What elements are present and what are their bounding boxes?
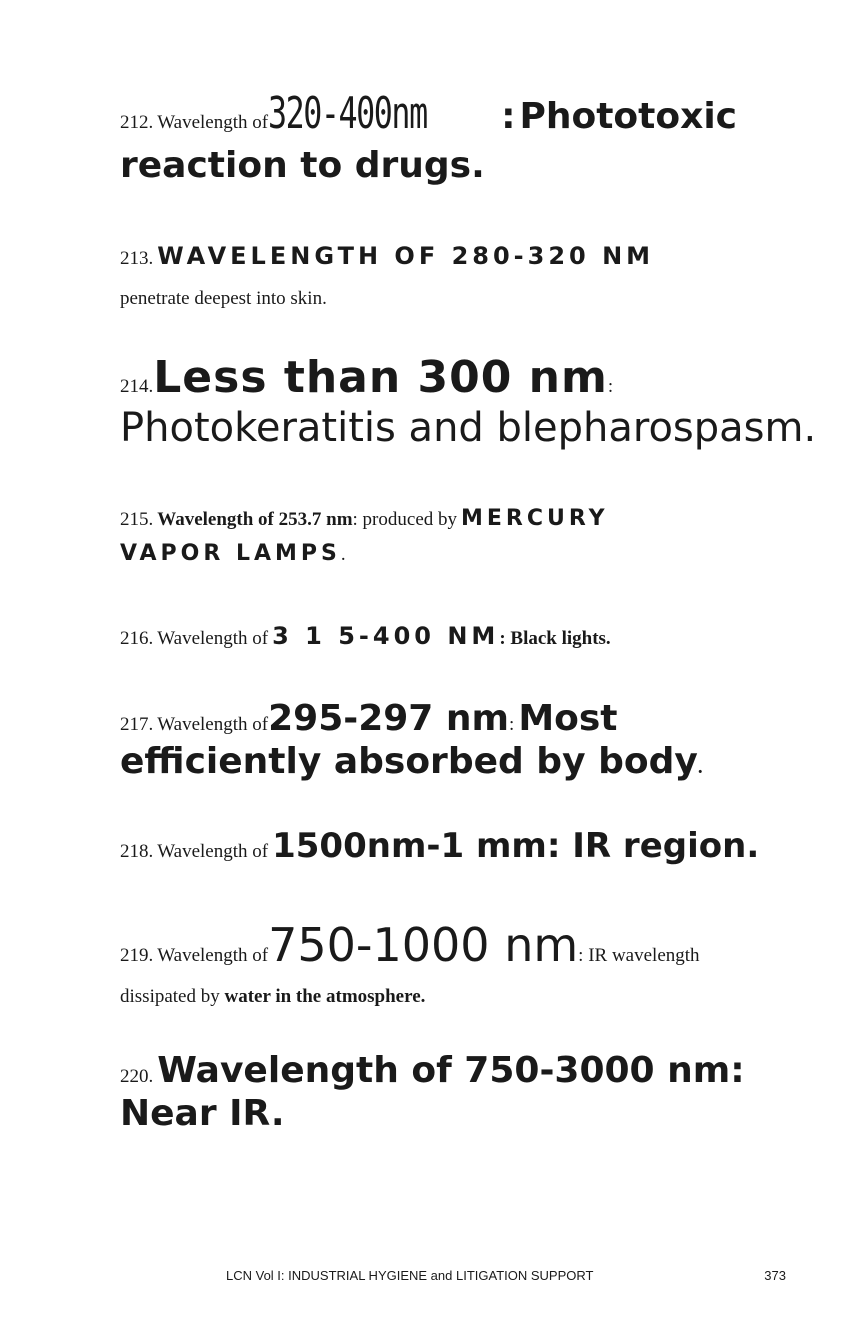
page-number: 373 <box>764 1268 786 1283</box>
wavelength-heading: Less than 300 nm <box>153 352 608 403</box>
page-footer <box>226 1268 786 1283</box>
wavelength-range: 3 1 5-400 NM <box>272 622 500 650</box>
description-bold: water in the atmosphere. <box>224 986 426 1007</box>
entry-number: 214. <box>120 376 154 397</box>
entry-214 <box>120 352 817 451</box>
entry-217 <box>120 698 800 782</box>
end-punct: . <box>697 757 703 778</box>
entry-prefix: Wavelength of <box>157 112 269 133</box>
entry-prefix: Wavelength of <box>157 714 269 735</box>
end-punct: . <box>340 544 346 565</box>
wavelength-range: 320-400nm <box>268 88 427 139</box>
description-line: Near IR. <box>120 1093 285 1134</box>
entry-mid: : produced by <box>352 509 458 530</box>
description: : Black lights. <box>499 628 611 649</box>
entry-212 <box>120 88 800 186</box>
entry-number: 217. <box>120 714 154 735</box>
wavelength-range: 295-297 nm <box>268 698 510 739</box>
wavelength-range: 750-1000 nm <box>268 918 579 972</box>
source-caps: MERCURY <box>461 506 609 531</box>
entry-number: 212. <box>120 112 154 133</box>
description-line: penetrate deepest into skin. <box>120 288 327 309</box>
entry-number: 218. <box>120 841 154 862</box>
description-line: efficiently absorbed by body <box>120 741 698 782</box>
entry-219 <box>120 918 800 1008</box>
entry-number: 220. <box>120 1066 154 1087</box>
entry-216 <box>120 622 800 650</box>
entry-215 <box>120 506 800 566</box>
entry-number: 213. <box>120 248 154 269</box>
description-line: dissipated by <box>120 986 220 1007</box>
entry-prefix: Wavelength of <box>157 841 269 862</box>
entry-number: 215. <box>120 509 154 530</box>
entry-number: 216. <box>120 628 154 649</box>
wavelength-range: 1500nm-1 mm: IR region. <box>272 826 760 866</box>
description-bold: Most <box>518 698 618 739</box>
wavelength-heading: WAVELENGTH OF 280-320 NM <box>157 242 655 270</box>
wavelength-heading: Wavelength of 750-3000 nm: <box>157 1050 745 1091</box>
description: : IR wavelength <box>578 945 700 966</box>
description-line: reaction to drugs. <box>120 145 485 186</box>
entry-218 <box>120 826 800 866</box>
description-line: Photokeratitis and blepharospasm. <box>120 405 817 451</box>
description-bold: Phototoxic <box>519 96 737 137</box>
entry-213 <box>120 242 800 310</box>
entry-220 <box>120 1050 800 1134</box>
entry-prefix: Wavelength of 253.7 nm <box>157 509 353 530</box>
footer-title: LCN Vol I: INDUSTRIAL HYGIENE and LITIGATION SUPPORT <box>226 1268 594 1283</box>
separator: : <box>607 376 614 397</box>
entry-prefix: Wavelength of <box>157 945 269 966</box>
separator: : <box>509 714 515 735</box>
entry-number: 219. <box>120 945 154 966</box>
entry-prefix: Wavelength of <box>157 628 269 649</box>
source-caps-line2: VAPOR LAMPS <box>120 541 341 566</box>
separator: : <box>488 96 516 137</box>
